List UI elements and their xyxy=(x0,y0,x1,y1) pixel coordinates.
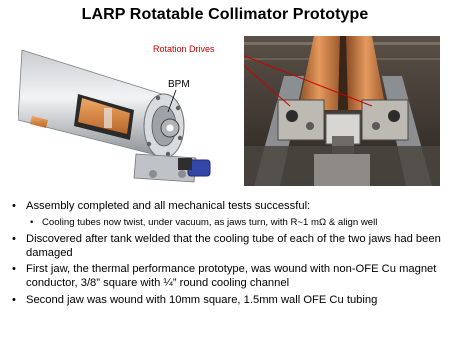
bullet-list xyxy=(10,200,442,311)
bullet-text: Second jaw was wound with 10mm square, 1.5mm wall OFE Cu tubing xyxy=(26,293,378,306)
bullet-dot-icon: • xyxy=(12,263,16,276)
bullet-item xyxy=(10,233,442,261)
bullet-dot-icon: • xyxy=(12,232,16,245)
bullet-dot-icon: • xyxy=(12,200,16,212)
bullet-item xyxy=(10,263,442,291)
label-rotation-drives: Rotation Drives xyxy=(153,44,215,54)
bullet-text: First jaw, the thermal performance prototype, was wound with non-OFE Cu magnet conductor, 3/8” square with ¼” round cooling channel xyxy=(26,263,437,290)
slide-title: LARP Rotatable Collimator Prototype xyxy=(81,6,369,23)
bullet-dot-icon: • xyxy=(12,293,16,306)
sub-bullet-item xyxy=(10,217,442,229)
bullet-item xyxy=(10,200,442,214)
bullet-dot-icon: • xyxy=(30,216,34,228)
label-bpm: BPM xyxy=(168,79,190,90)
bullet-text: Assembly completed and all mechanical tests successful: xyxy=(26,200,311,212)
bullet-text: Discovered after tank welded that the cooling tube of each of the two jaws had been damaged xyxy=(26,232,441,259)
photo-collimator-prototype xyxy=(244,36,440,186)
sub-bullet-text: Cooling tubes now twist, under vacuum, as jaws turn, with R~1 mΩ & align well xyxy=(42,216,378,228)
bullet-item xyxy=(10,294,442,308)
cad-rendering-collimator xyxy=(18,36,223,186)
